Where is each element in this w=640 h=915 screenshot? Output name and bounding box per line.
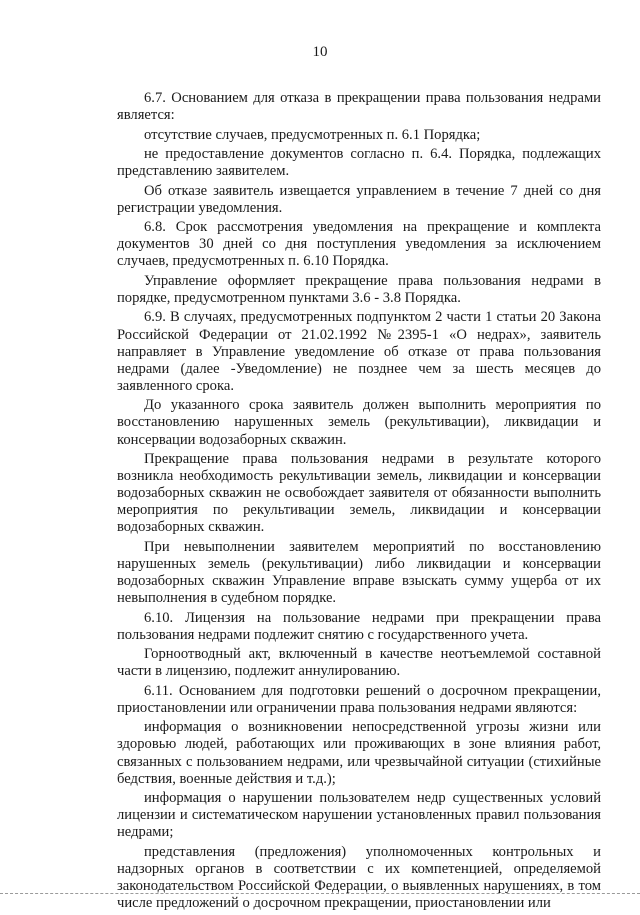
paragraph-6-10-mining-act: Горноотводный акт, включенный в качестве неотъемлемой составной части в лицензию, подлежит аннулированию. <box>117 646 601 680</box>
paragraph-6-9-obligations: До указанного срока заявитель должен выполнить мероприятия по восстановлению нарушенных земель (рекультивации), ликвидации и консервации водозаборных скважин. <box>117 397 601 448</box>
paragraph-6-7-reason-1: отсутствие случаев, предусмотренных п. 6.1 Порядка; <box>144 126 481 143</box>
paragraph-6-11-reason-2: информация о нарушении пользователем недр существенных условий лицензии и систематическом нарушении установленных правил пользования недрами; <box>117 790 601 841</box>
paragraph-6-9-damages: При невыполнении заявителем мероприятий по восстановлению нарушенных земель (рекультивации) либо ликвидации и консервации водозаборных скважин Управление вправе взыскать сумму ущерба от их невыполнения в судебном порядке. <box>117 538 601 607</box>
paragraph-6-9: 6.9. В случаях, предусмотренных подпунктом 2 части 1 статьи 20 Закона Российской Федерации от 21.02.1992 №2395-1 «О недрах», заявитель направляет в Управление уведомление об отказе от права пользования недрами (далее -Уведомление) не позднее чем за шесть месяцев до заявленного срока. <box>117 309 601 394</box>
scan-edge-line <box>0 893 640 894</box>
paragraph-6-8-registration: Управление оформляет прекращение права пользования недрами в порядке, предусмотренном пунктами 3.6 - 3.8 Порядка. <box>117 272 601 306</box>
document-body <box>117 90 601 915</box>
paragraph-6-7-notice: Об отказе заявитель извещается управлением в течение 7 дней со дня регистрации уведомления. <box>117 182 601 216</box>
paragraph-6-7-reason-2: не предоставление документов согласно п. 6.4. Порядка, подлежащих представлению заявителем. <box>117 146 601 180</box>
paragraph-6-10: 6.10. Лицензия на пользование недрами при прекращении права пользования недрами подлежит снятию с государственного учета. <box>117 609 601 643</box>
paragraph-6-11-reason-1: информация о возникновении непосредственной угрозы жизни или здоровью людей, работающих или проживающих в зоне влияния работ, связанных с пользованием недрами, или чрезвычайной ситуации (стихийные бедствия, военные действия и т.д.); <box>117 719 601 787</box>
paragraph-6-11: 6.11. Основанием для подготовки решений о досрочном прекращении, приостановлении или ограничении права пользования недрами являются: <box>117 682 601 716</box>
paragraph-6-8: 6.8. Срок рассмотрения уведомления на прекращение и комплекта документов 30 дней со дня поступления уведомления за исключением случаев, предусмотренных п. 6.10 Порядка. <box>117 219 601 270</box>
paragraph-6-9-termination: Прекращение права пользования недрами в результате которого возникла необходимость рекультивации земель, ликвидации и консервации водозаборных скважин не освобождает заявителя от обязанности выполнить мероприятия по рекультивации земель, ликвидации и консервации водозаборных скважин. <box>117 451 601 536</box>
page-number: 10 <box>312 44 328 60</box>
paragraph-6-7: 6.7. Основанием для отказа в прекращении права пользования недрами является: <box>117 90 601 124</box>
paragraph-6-11-reason-3: представления (предложения) уполномоченных контрольных и надзорных органов в соответствии с их компетенцией, определяемой законодательством Российской Федерации, о выявленных нарушениях, в том числе предложений о досрочном прекращении, приостановлении или <box>117 843 601 912</box>
